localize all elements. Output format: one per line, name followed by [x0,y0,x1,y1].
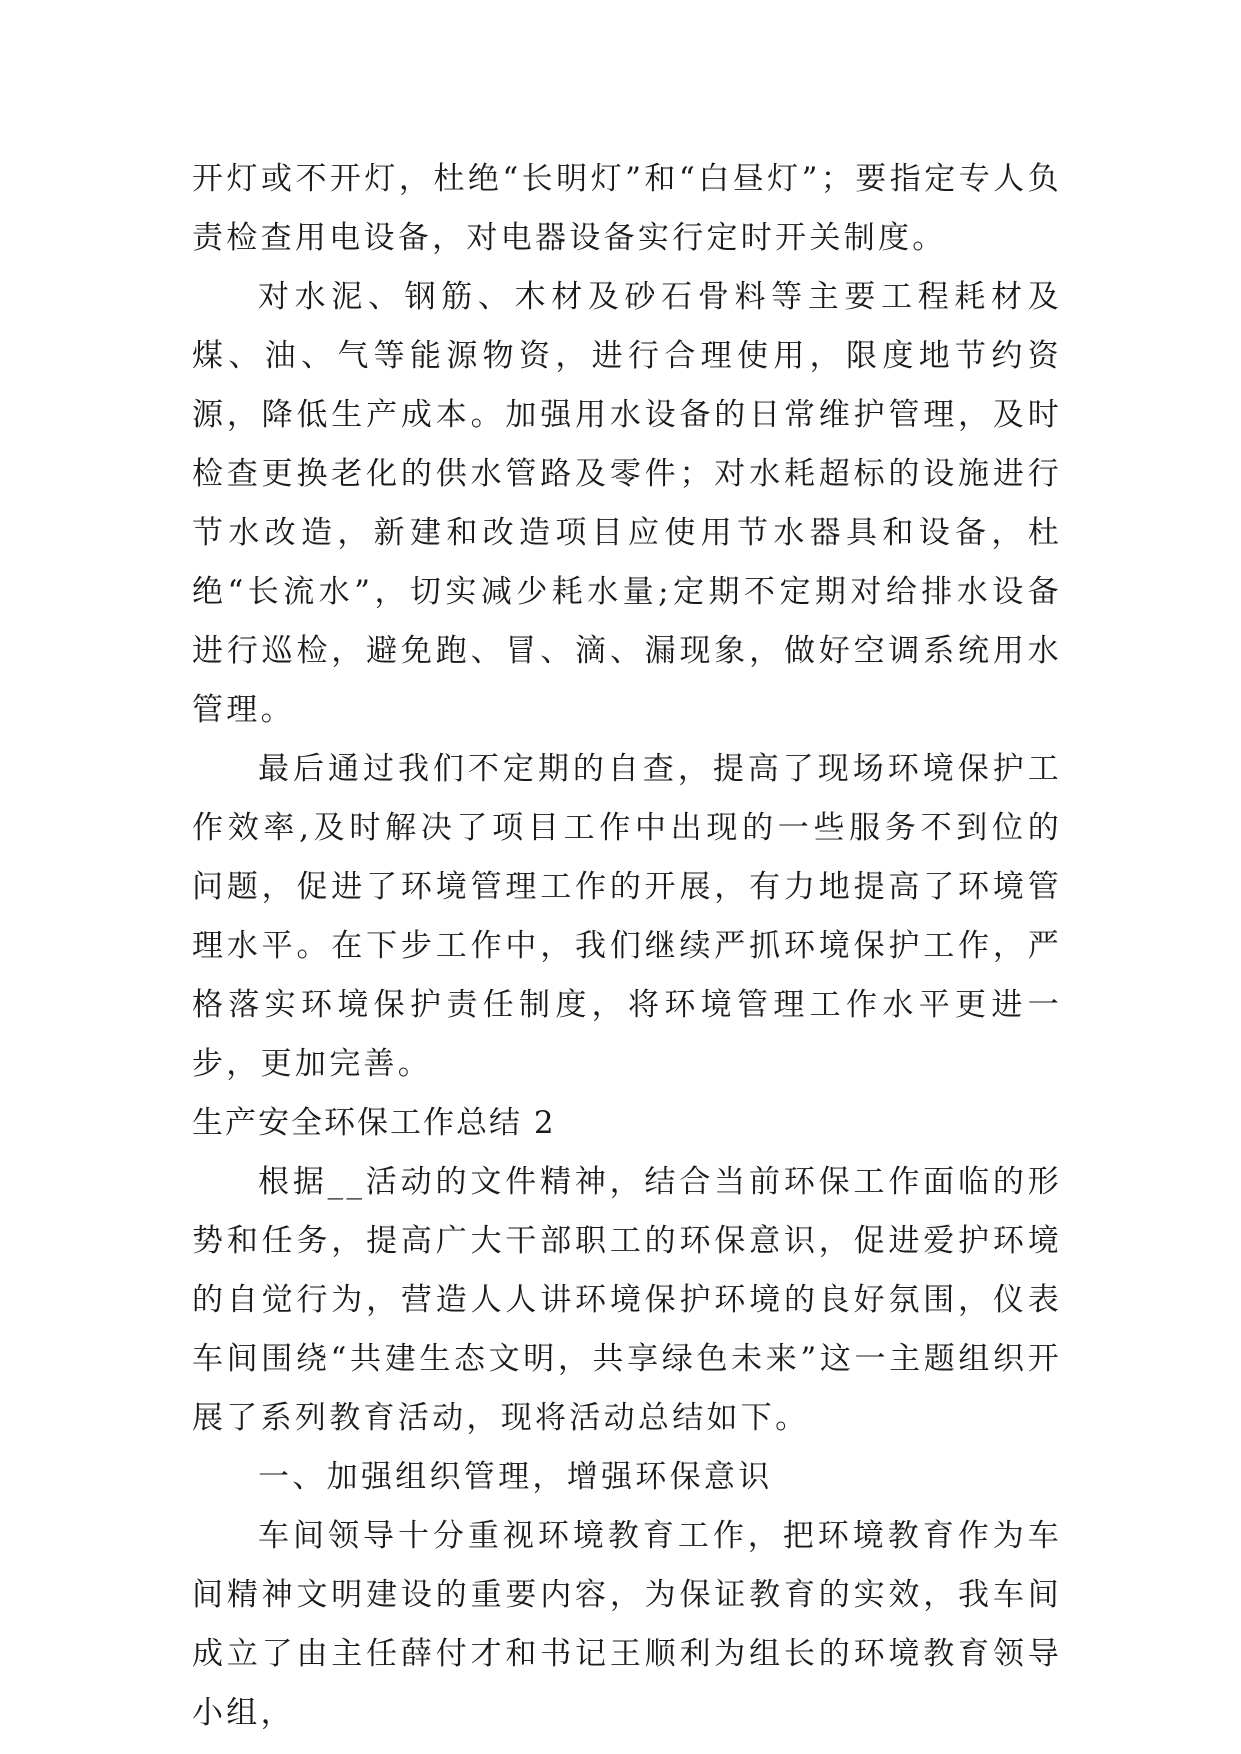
document-body [192,150,1062,1743]
subheading-1: 一、加强组织管理，增强环保意识 [258,1459,773,1495]
paragraph-4: 根据__活动的文件精神，结合当前环保工作面临的形势和任务，提高广大干部职工的环保意识，促进爱护环境的自觉行为，营造人人讲环境保护环境的良好氛围，仪表车间围绕“共建生态文明，共享绿色未来”这一主题组织开展了系列教育活动，现将活动总结如下。 [192,1164,1062,1436]
section-heading: 生产安全环保工作总结 2 [192,1105,556,1141]
paragraph-5: 车间领导十分重视环境教育工作，把环境教育作为车间精神文明建设的重要内容，为保证教育的实效，我车间成立了由主任薛付才和书记王顺利为组长的环境教育领导小组， [192,1518,1062,1731]
paragraph-3: 最后通过我们不定期的自查，提高了现场环境保护工作效率,及时解决了项目工作中出现的一些服务不到位的问题，促进了环境管理工作的开展，有力地提高了环境管理水平。在下步工作中，我们继续严抓环境保护工作，严格落实环境保护责任制度，将环境管理工作水平更进一步，更加完善。 [192,751,1062,1082]
paragraph-1: 开灯或不开灯，杜绝“长明灯”和“白昼灯”；要指定专人负责检查用电设备，对电器设备实行定时开关制度。 [192,161,1062,256]
paragraph-2: 对水泥、钢筋、木材及砂石骨料等主要工程耗材及煤、油、气等能源物资，进行合理使用，限度地节约资源，降低生产成本。加强用水设备的日常维护管理，及时检查更换老化的供水管路及零件；对水耗超标的设施进行节水改造，新建和改造项目应使用节水器具和设备，杜绝“长流水”，切实减少耗水量;定期不定期对给排水设备进行巡检，避免跑、冒、滴、漏现象，做好空调系统用水管理。 [192,279,1062,728]
